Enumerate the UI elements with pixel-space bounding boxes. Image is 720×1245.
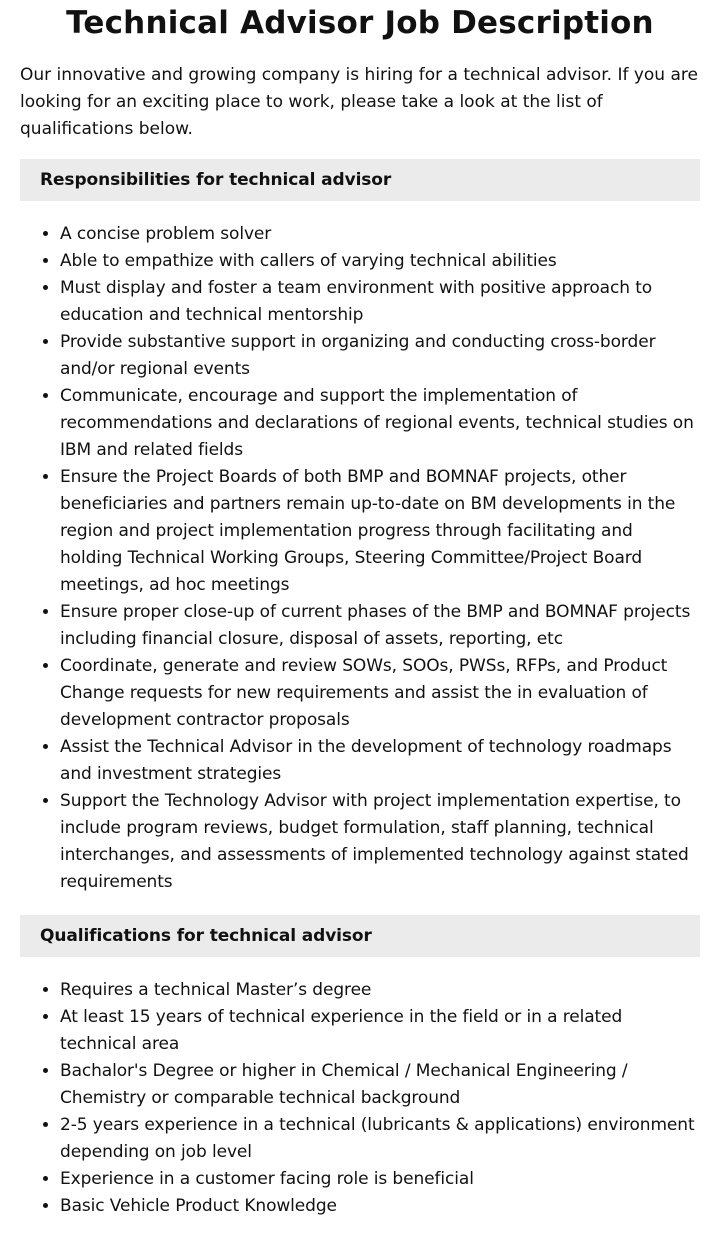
list-item: • Ensure the Project Boards of both BMP and BOMNAF projects, other beneficiaries and partners remain up-to-date on BM developments in the region and project implementation progress through facilitating and holding Technical Working Groups, Steering Committee/Project Board meetings, ad hoc meetings	[60, 464, 700, 599]
list-item: • Able to empathize with callers of varying technical abilities	[60, 248, 700, 275]
list-item: • Coordinate, generate and review SOWs, SOOs, PWSs, RFPs, and Product Change requests for new requirements and assist the in evaluation of development contractor proposals	[60, 653, 700, 734]
responsibilities-section	[20, 159, 700, 896]
list-item: • Requires a technical Master’s degree	[60, 977, 700, 1004]
list-item: • Provide substantive support in organizing and conducting cross-border and/or regional events	[60, 329, 700, 383]
page-title: Technical Advisor Job Description	[66, 5, 654, 41]
list-item: • Basic Vehicle Product Knowledge	[60, 1193, 700, 1220]
list-item: • Must display and foster a team environment with positive approach to education and technical mentorship	[60, 275, 700, 329]
list-item: • Bachalor's Degree or higher in Chemical / Mechanical Engineering / Chemistry or comparable technical background	[60, 1058, 700, 1112]
intro-paragraph: Our innovative and growing company is hiring for a technical advisor. If you are looking for an exciting place to work, please take a look at the list of qualifications below.	[20, 65, 698, 139]
list-item: • At least 15 years of technical experience in the field or in a related technical area	[60, 1004, 700, 1058]
list-item: • Ensure proper close-up of current phases of the BMP and BOMNAF projects including financial closure, disposal of assets, reporting, etc	[60, 599, 700, 653]
list-item: • Communicate, encourage and support the implementation of recommendations and declarations of regional events, technical studies on IBM and related fields	[60, 383, 700, 464]
list-item: • Support the Technology Advisor with project implementation expertise, to include program reviews, budget formulation, staff planning, technical interchanges, and assessments of implemented technology against stated requirements	[60, 788, 700, 896]
qualifications-heading: Qualifications for technical advisor	[20, 915, 700, 957]
list-item: • Experience in a customer facing role is beneficial	[60, 1166, 700, 1193]
responsibilities-list	[20, 221, 700, 896]
qualifications-list	[20, 977, 700, 1220]
responsibilities-heading: Responsibilities for technical advisor	[20, 159, 700, 201]
list-item: • A concise problem solver	[60, 221, 700, 248]
list-item: • Assist the Technical Advisor in the development of technology roadmaps and investment strategies	[60, 734, 700, 788]
qualifications-section	[20, 915, 700, 1220]
list-item: • 2-5 years experience in a technical (lubricants & applications) environment depending on job level	[60, 1112, 700, 1166]
